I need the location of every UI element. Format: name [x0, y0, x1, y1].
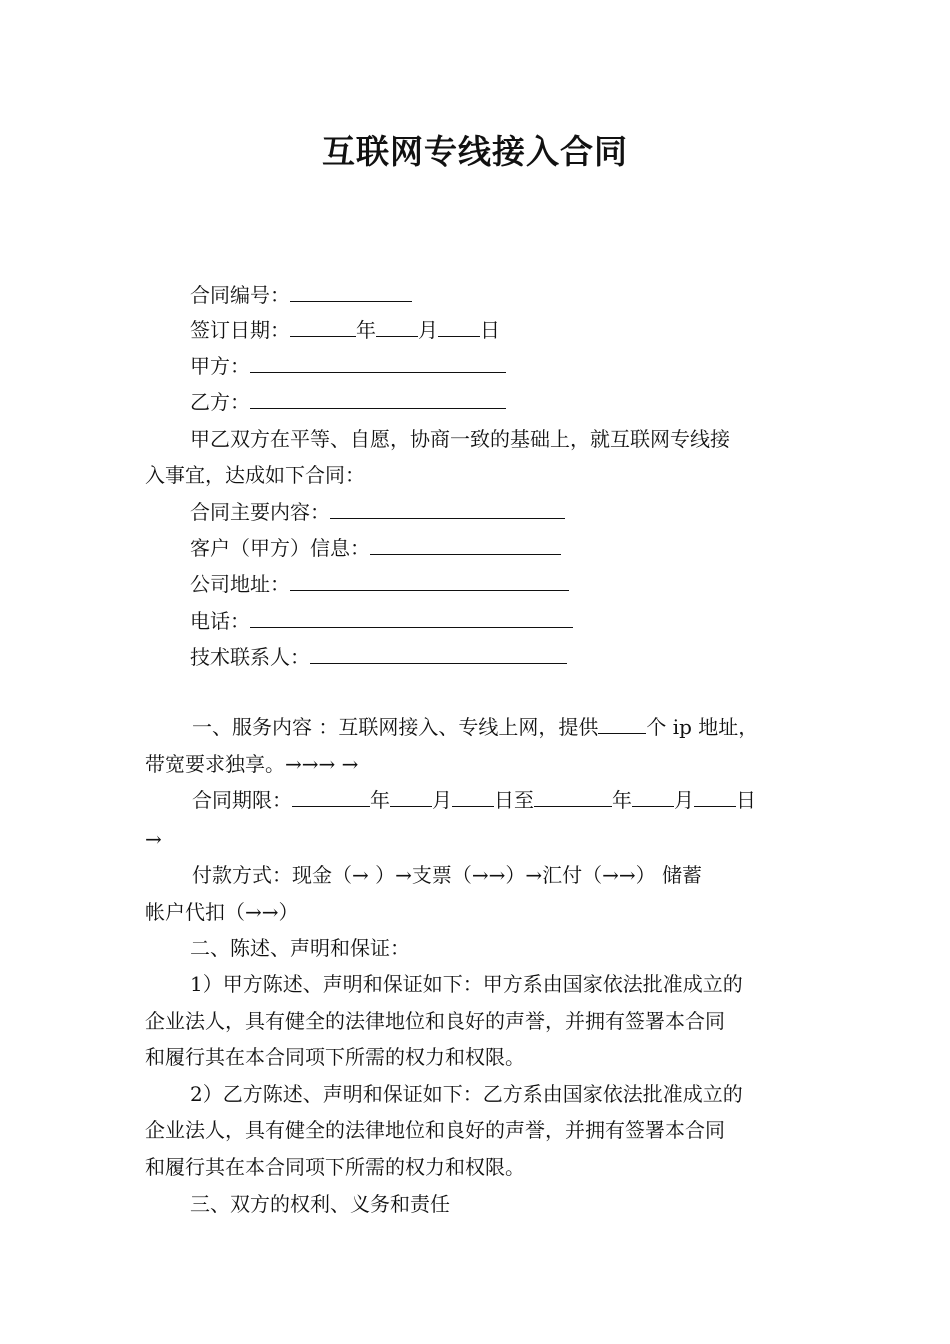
end-month-blank[interactable]: [632, 788, 674, 807]
ip-count-blank[interactable]: [598, 715, 646, 734]
start-month-label: 月: [432, 788, 452, 812]
sign-date-label: 签订日期：: [190, 318, 290, 342]
company-address-blank[interactable]: [290, 572, 569, 591]
sign-date-row: [190, 317, 500, 343]
intro-line-2: 入事宜，达成如下合同：: [145, 463, 365, 487]
contract-period-row: [192, 787, 756, 813]
section3-heading: 三、双方的权利、义务和责任: [190, 1192, 450, 1216]
intro-line-1: 甲乙双方在平等、自愿，协商一致的基础上，就互联网专线接: [190, 427, 730, 451]
phone-row: [190, 608, 573, 634]
main-content-label: 合同主要内容：: [190, 500, 330, 524]
contract-no-blank[interactable]: [290, 283, 412, 302]
section2-heading: 二、陈述、声明和保证：: [190, 936, 410, 960]
party-a-statement-line-3: 和履行其在本合同项下所需的权力和权限。: [145, 1045, 525, 1069]
payment-line-2: 帐户代扣（→→）: [145, 900, 299, 924]
main-content-row: [190, 499, 565, 525]
end-month-label: 月: [674, 788, 694, 812]
month-label: 月: [418, 318, 438, 342]
party-b-label: 乙方：: [190, 390, 250, 414]
party-a-label: 甲方：: [190, 354, 250, 378]
customer-info-row: [190, 535, 561, 561]
year-label: 年: [356, 318, 376, 342]
party-b-statement-line-3: 和履行其在本合同项下所需的权力和权限。: [145, 1155, 525, 1179]
party-b-statement-line-1: 2）乙方陈述、声明和保证如下：乙方系由国家依法批准成立的: [190, 1082, 743, 1106]
party-a-statement-line-2: 企业法人，具有健全的法律地位和良好的声誉，并拥有签署本合同: [145, 1009, 725, 1033]
main-content-blank[interactable]: [330, 500, 565, 519]
customer-info-blank[interactable]: [370, 536, 561, 555]
start-year-blank[interactable]: [292, 788, 370, 807]
party-a-row: [190, 353, 506, 379]
end-year-label: 年: [612, 788, 632, 812]
phone-blank[interactable]: [250, 609, 573, 628]
start-month-blank[interactable]: [390, 788, 432, 807]
party-a-statement-line-1: 1）甲方陈述、声明和保证如下：甲方系由国家依法批准成立的: [190, 972, 743, 996]
end-day-label: 日: [736, 788, 756, 812]
payment-line-1: 付款方式：现金（→ ）→支票（→→）→汇付（→→） 储蓄: [192, 863, 703, 887]
service-content-line-1: [192, 714, 758, 740]
sign-month-blank[interactable]: [376, 318, 418, 337]
start-day-blank[interactable]: [452, 788, 494, 807]
start-year-label: 年: [370, 788, 390, 812]
service-content-text: 一、服务内容 ：互联网接入、专线上网，提供: [192, 715, 599, 739]
tech-contact-label: 技术联系人：: [190, 645, 310, 669]
ip-address-text: 个 ip 地址，: [646, 715, 759, 739]
customer-info-label: 客户（甲方）信息：: [190, 536, 370, 560]
service-content-line-2: 带宽要求独享。→→→ →: [145, 752, 359, 776]
company-address-label: 公司地址：: [190, 572, 290, 596]
document-title: 互联网专线接入合同: [322, 132, 628, 171]
party-b-blank[interactable]: [250, 390, 506, 409]
end-year-blank[interactable]: [534, 788, 612, 807]
period-label: 合同期限：: [192, 788, 292, 812]
phone-label: 电话：: [190, 609, 250, 633]
company-address-row: [190, 571, 569, 597]
tech-contact-blank[interactable]: [310, 645, 567, 664]
tech-contact-row: [190, 644, 567, 670]
period-to-label: 日至: [494, 788, 534, 812]
end-day-blank[interactable]: [694, 788, 736, 807]
contract-no-label: 合同编号：: [190, 283, 290, 307]
sign-year-blank[interactable]: [290, 318, 356, 337]
period-arrow: →: [145, 827, 162, 851]
party-b-row: [190, 389, 506, 415]
day-label: 日: [480, 318, 500, 342]
party-b-statement-line-2: 企业法人，具有健全的法律地位和良好的声誉，并拥有签署本合同: [145, 1118, 725, 1142]
party-a-blank[interactable]: [250, 354, 506, 373]
contract-no-row: [190, 282, 412, 308]
sign-day-blank[interactable]: [438, 318, 480, 337]
